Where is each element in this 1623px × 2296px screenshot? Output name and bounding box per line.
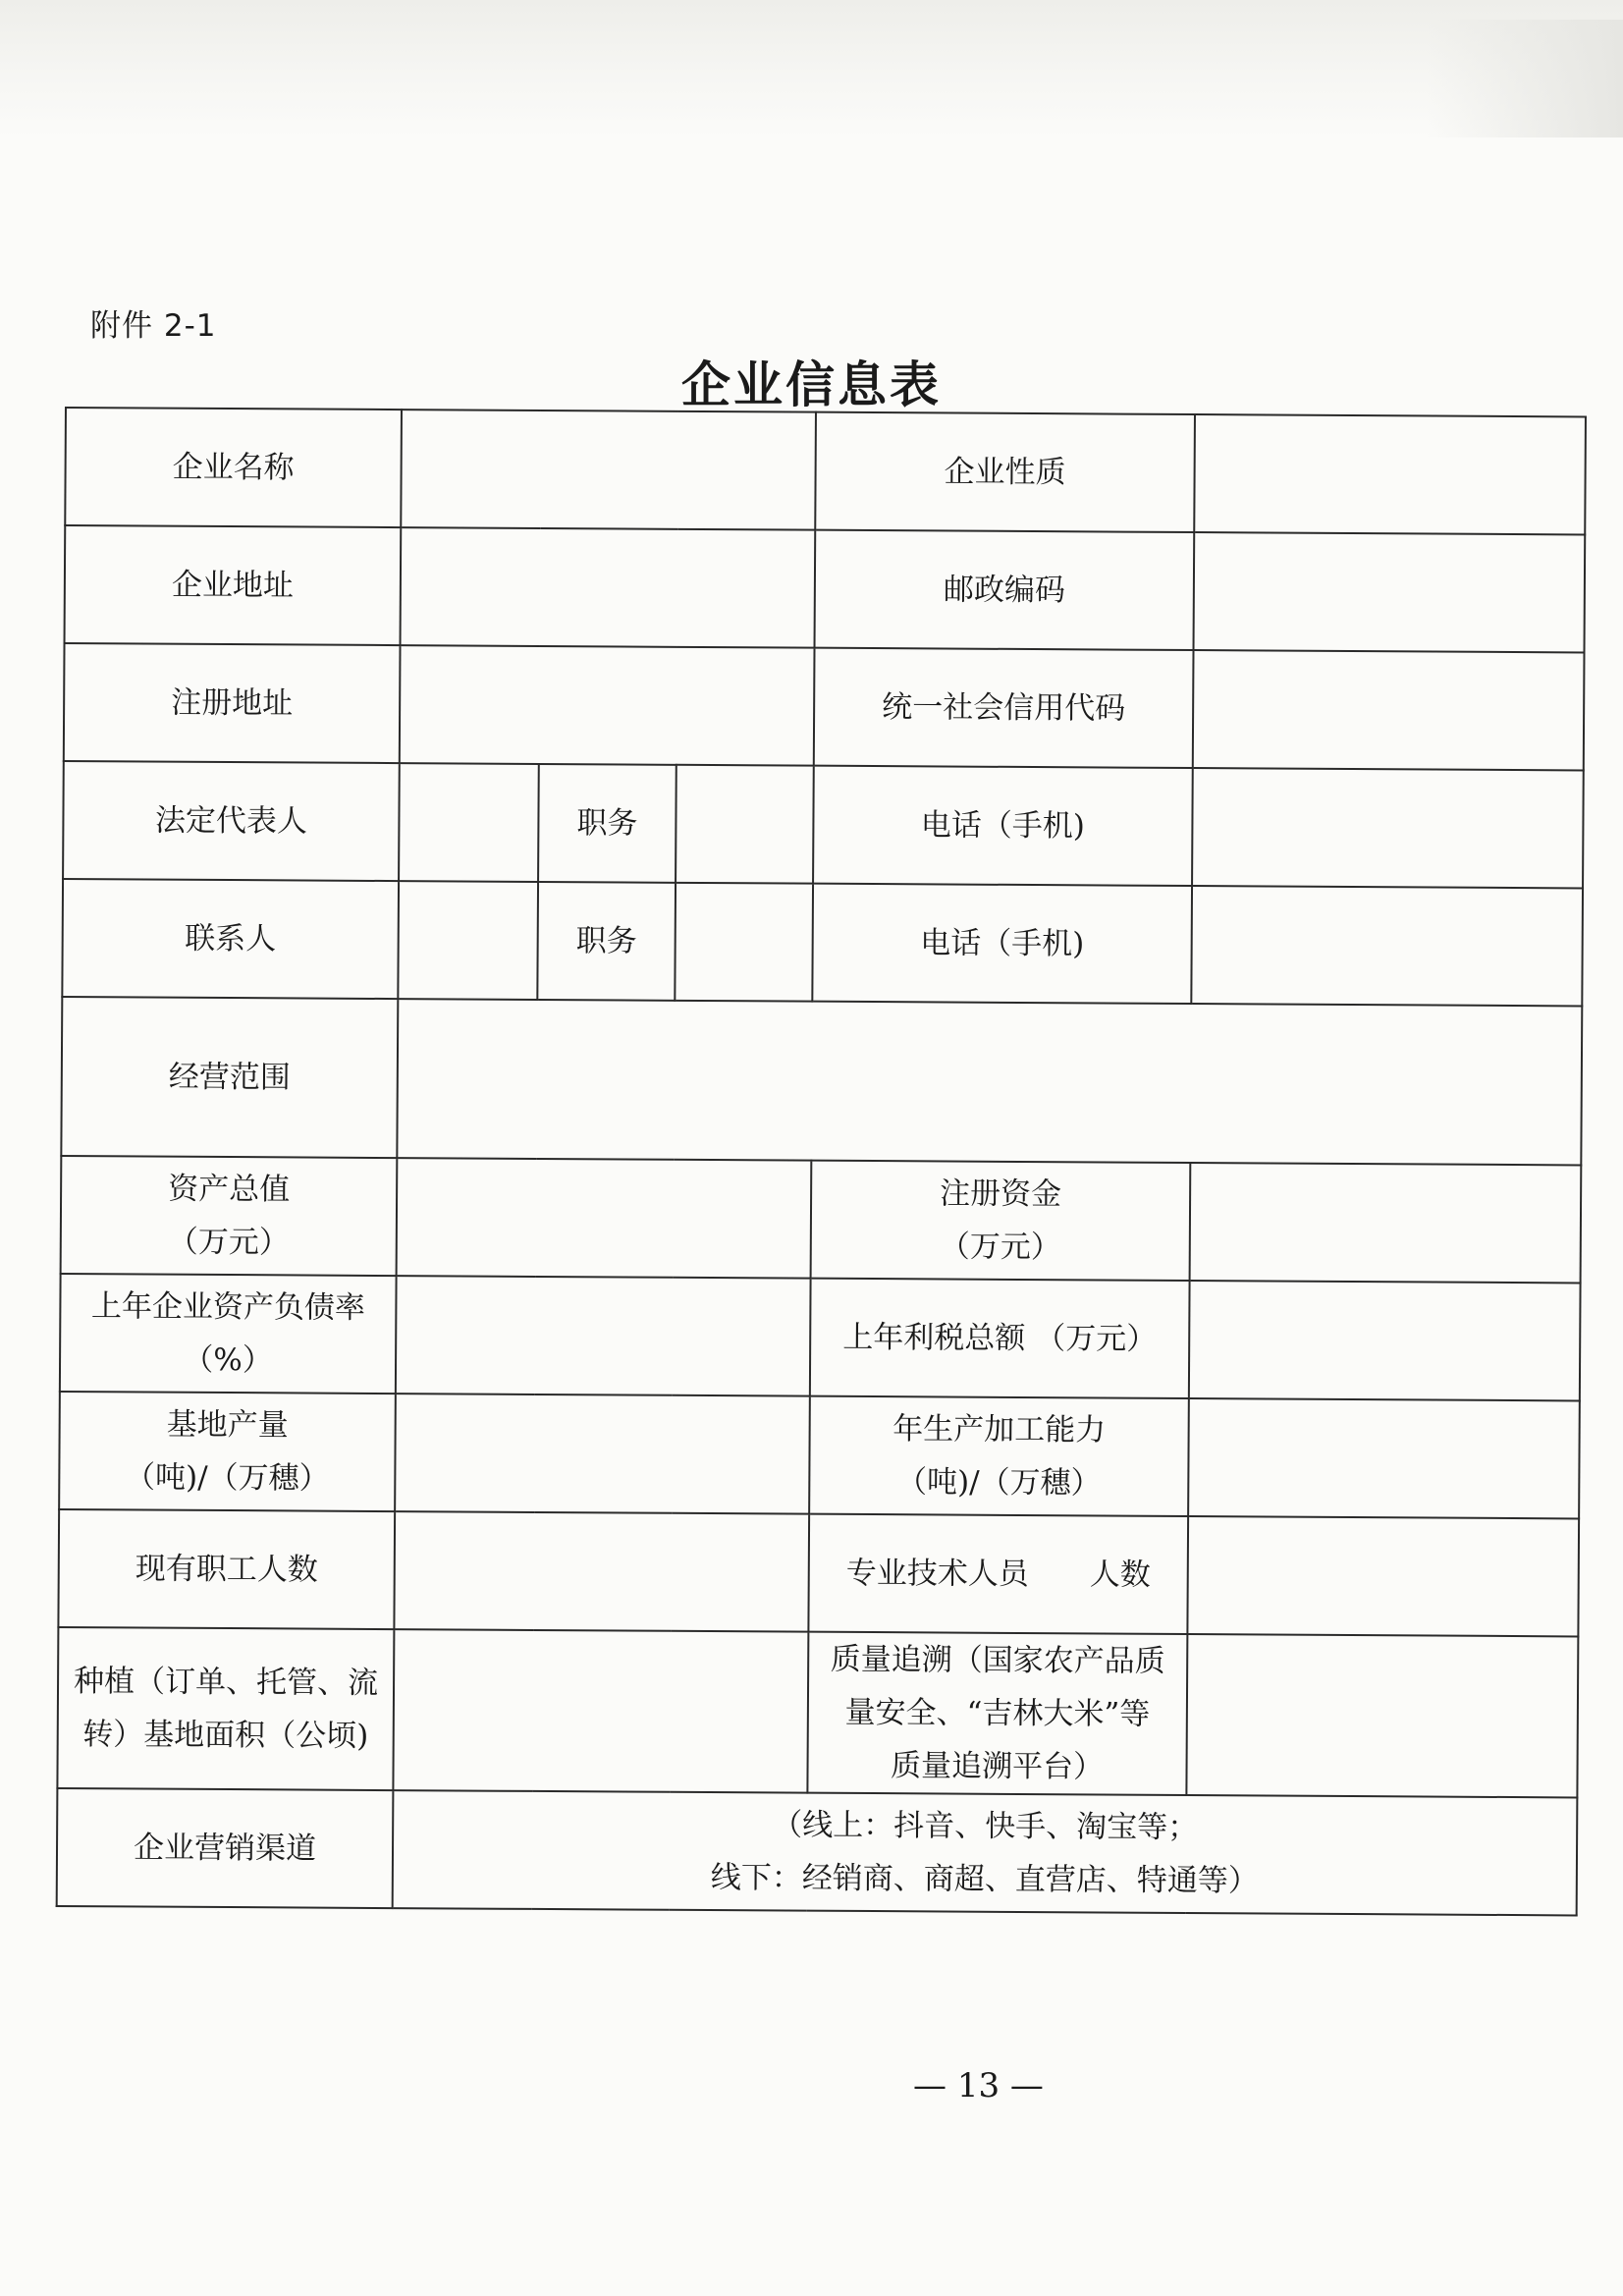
table-row xyxy=(63,761,1584,888)
field-staff-count[interactable] xyxy=(394,1511,809,1632)
field-contact-person[interactable] xyxy=(398,881,538,1000)
label-base-output-unit: （吨)/（万穗） xyxy=(124,1459,330,1497)
field-postal-code[interactable] xyxy=(1194,532,1586,652)
label-position: 职务 xyxy=(537,882,676,1001)
label-position: 职务 xyxy=(538,764,676,883)
label-staff-count: 现有职工人数 xyxy=(58,1509,395,1629)
label-contact-person: 联系人 xyxy=(62,879,399,999)
table-row xyxy=(58,1509,1579,1636)
table-row xyxy=(62,879,1583,1006)
field-processing-capacity[interactable] xyxy=(1188,1398,1580,1518)
table-row xyxy=(64,643,1585,770)
label-debt-ratio-unit: （%） xyxy=(183,1341,273,1379)
label-legal-representative: 法定代表人 xyxy=(63,761,400,881)
field-contact-position[interactable] xyxy=(675,883,813,1002)
label-processing-capacity-text: 年生产加工能力 xyxy=(893,1411,1107,1449)
page-title: 企业信息表 xyxy=(681,356,942,413)
label-planting-area-line1: 种植（订单、托管、流 xyxy=(73,1664,379,1701)
label-tax-total: 上年利税总额 （万元） xyxy=(810,1279,1190,1398)
label-total-assets-unit: （万元） xyxy=(167,1224,290,1261)
label-total-assets-text: 资产总值 xyxy=(168,1171,291,1208)
field-enterprise-nature[interactable] xyxy=(1194,414,1586,534)
field-marketing-channels[interactable] xyxy=(393,1790,1578,1915)
label-traceability-line3: 质量追溯平台） xyxy=(890,1748,1105,1785)
label-traceability-line1: 质量追溯（国家农产品质 xyxy=(830,1641,1165,1679)
table-row xyxy=(57,1788,1578,1915)
label-total-assets xyxy=(61,1156,398,1276)
field-enterprise-address[interactable] xyxy=(401,527,816,648)
label-debt-ratio-text: 上年企业资产负债率 xyxy=(90,1288,366,1326)
label-enterprise-address: 企业地址 xyxy=(65,525,402,645)
scan-corner-shade xyxy=(1427,20,1623,137)
label-base-output-text: 基地产量 xyxy=(166,1406,289,1444)
label-debt-ratio xyxy=(60,1274,397,1394)
label-traceability-line2: 量安全、“吉林大米”等 xyxy=(844,1694,1151,1732)
label-enterprise-nature: 企业性质 xyxy=(815,412,1195,532)
field-registered-address[interactable] xyxy=(400,645,815,766)
table-row xyxy=(65,408,1586,534)
table-row xyxy=(57,1627,1578,1797)
label-planting-area xyxy=(57,1627,394,1790)
field-legal-rep-phone[interactable] xyxy=(1192,768,1584,888)
field-legal-rep-position[interactable] xyxy=(676,765,814,884)
label-processing-capacity-unit: （吨)/（万穗） xyxy=(895,1464,1102,1502)
field-traceability[interactable] xyxy=(1186,1634,1578,1797)
field-tax-total[interactable] xyxy=(1189,1281,1581,1400)
field-total-assets[interactable] xyxy=(397,1158,812,1279)
marketing-offline-hint: 线下：经销商、商超、直营店、特通等） xyxy=(710,1860,1259,1899)
field-business-scope[interactable] xyxy=(397,999,1582,1165)
table-row xyxy=(61,997,1582,1165)
label-base-output xyxy=(59,1392,396,1511)
field-contact-phone[interactable] xyxy=(1191,886,1583,1006)
label-planting-area-line2: 转）基地面积（公顷) xyxy=(82,1717,369,1754)
field-debt-ratio[interactable] xyxy=(396,1276,811,1396)
field-enterprise-name[interactable] xyxy=(401,410,816,530)
label-registered-capital xyxy=(811,1161,1191,1281)
page-number: — 13 — xyxy=(913,2066,1044,2105)
label-processing-capacity xyxy=(809,1396,1189,1516)
table-row xyxy=(59,1392,1580,1518)
scan-top-shade xyxy=(0,0,1623,137)
field-planting-area[interactable] xyxy=(393,1629,808,1793)
table-row xyxy=(61,1156,1582,1283)
label-traceability xyxy=(807,1632,1187,1795)
label-enterprise-name: 企业名称 xyxy=(65,408,402,527)
field-tech-staff-count[interactable] xyxy=(1187,1516,1579,1636)
label-phone-mobile: 电话（手机) xyxy=(813,766,1193,886)
table-row xyxy=(65,525,1586,652)
field-credit-code[interactable] xyxy=(1193,650,1585,770)
label-business-scope: 经营范围 xyxy=(61,997,398,1158)
label-registered-capital-text: 注册资金 xyxy=(940,1175,1062,1213)
label-registered-capital-unit: （万元） xyxy=(939,1229,1061,1266)
label-marketing-channels: 企业营销渠道 xyxy=(57,1788,394,1908)
marketing-online-hint: （线上：抖音、快手、淘宝等； xyxy=(772,1807,1199,1846)
label-registered-address: 注册地址 xyxy=(64,643,401,763)
field-registered-capital[interactable] xyxy=(1190,1163,1582,1283)
enterprise-info-table xyxy=(56,407,1587,1916)
label-phone-mobile: 电话（手机) xyxy=(812,884,1192,1004)
attachment-label: 附件 2-1 xyxy=(90,308,217,344)
field-legal-representative[interactable] xyxy=(399,763,539,882)
label-credit-code: 统一社会信用代码 xyxy=(814,648,1194,768)
field-base-output[interactable] xyxy=(395,1394,810,1514)
table-row xyxy=(60,1274,1581,1400)
label-tech-staff-count: 专业技术人员 人数 xyxy=(808,1514,1188,1634)
label-postal-code: 邮政编码 xyxy=(815,530,1195,650)
